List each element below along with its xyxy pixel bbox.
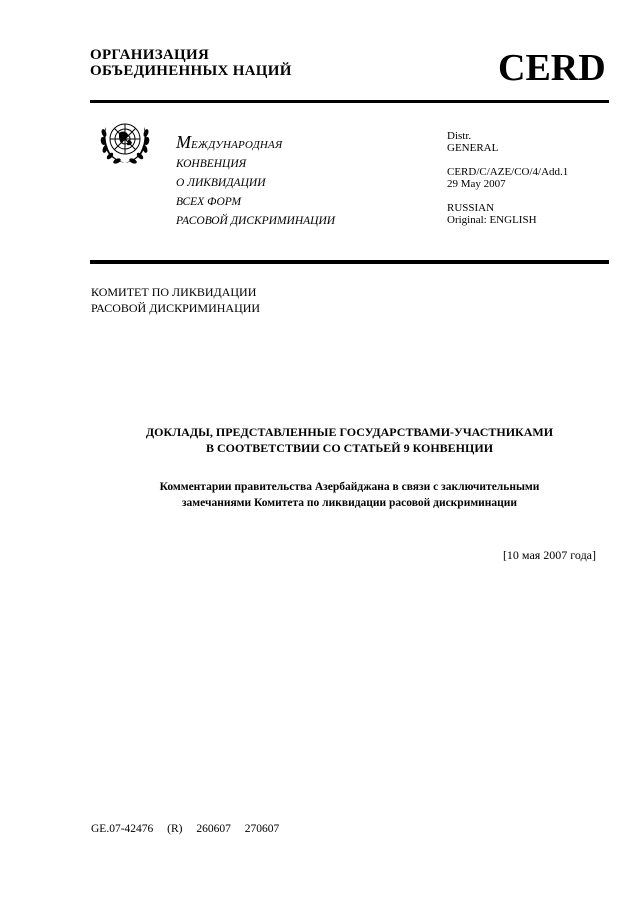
top-divider [90, 100, 609, 103]
subheading-line-2: замечаниями Комитета по ликвидации расовой дискриминации [181, 497, 518, 509]
heading-line-1: ДОКЛАДЫ, ПРЕДСТАВЛЕННЫЕ ГОСУДАРСТВАМИ-УЧАСТНИКАМИ [145, 425, 554, 439]
heading-line-2: В СООТВЕТСТВИИ СО СТАТЬЕЙ 9 КОНВЕНЦИИ [205, 441, 494, 455]
document-language: RUSSIAN [447, 202, 495, 214]
distr-general: GENERAL [447, 142, 499, 154]
document-symbol: CERD/C/AZE/CO/4/Add.1 [447, 166, 569, 178]
distr-label: Distr. [447, 130, 472, 142]
committee-line-1: КОМИТЕТ ПО ЛИКВИДАЦИИ [91, 285, 257, 299]
convention-title [176, 133, 335, 231]
convention-line-3: О ЛИКВИДАЦИИ [176, 177, 266, 189]
committee-name [91, 284, 260, 316]
organization-name [90, 47, 292, 79]
convention-initial: М [176, 132, 191, 152]
subheading-line-1: Комментарии правительства Азербайджана в связи с заключительными [159, 481, 540, 493]
un-emblem-icon [92, 113, 158, 171]
convention-line-5: РАСОВОЙ ДИСКРИМИНАЦИИ [176, 215, 336, 227]
footer-job-number [91, 822, 289, 836]
convention-line-4: ВСЕХ ФОРМ [176, 196, 242, 208]
committee-line-2: РАСОВОЙ ДИСКРИМИНАЦИИ [91, 301, 261, 315]
organization-line-2: ОБЪЕДИНЕННЫХ НАЦИЙ [90, 63, 292, 79]
convention-line-2: КОНВЕНЦИЯ [176, 158, 247, 170]
organization-line-1: ОРГАНИЗАЦИЯ [90, 47, 210, 63]
report-date: [10 мая 2007 года] [502, 548, 596, 562]
footer-lang-code: (R) [167, 823, 183, 835]
document-series-symbol: CERD [498, 47, 606, 89]
document-date: 29 May 2007 [447, 178, 506, 190]
original-language: Original: ENGLISH [447, 214, 537, 226]
convention-line-1-rest: ЕЖДУНАРОДНАЯ [191, 139, 283, 151]
document-subheading [90, 479, 609, 511]
convention-line-1 [176, 133, 335, 155]
footer-code-1: 260607 [196, 823, 231, 835]
header-bottom-divider [90, 260, 609, 264]
footer-doc-number: GE.07-42476 [91, 823, 154, 835]
distribution-block [447, 130, 568, 226]
document-heading [90, 424, 609, 456]
footer-code-2: 270607 [244, 823, 280, 835]
